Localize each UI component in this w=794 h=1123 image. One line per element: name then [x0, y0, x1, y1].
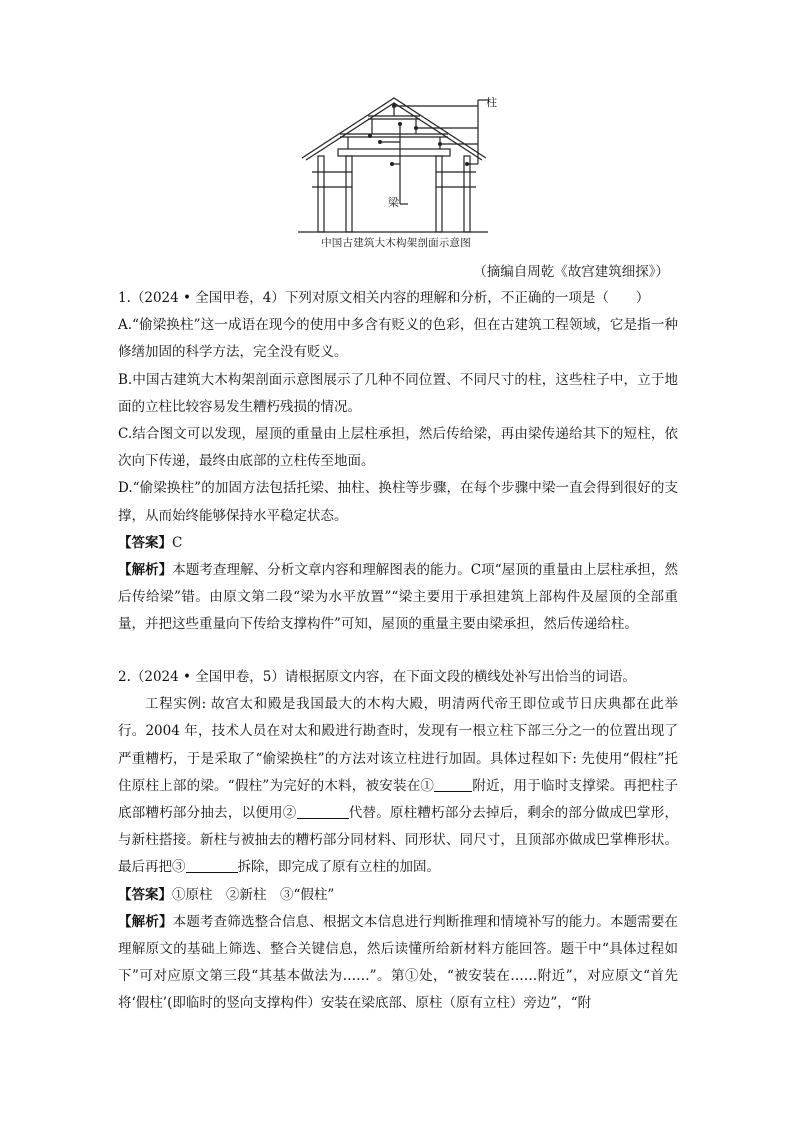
answer-value: ①原柱 ②新柱 ③“假柱”	[172, 886, 335, 903]
q1-option-b: B.中国古建筑大木构架剖面示意图展示了几种不同位置、不同尺寸的柱，这些柱子中，立于地面的立柱比较容易发生糟朽残损的情况。	[118, 371, 678, 415]
analysis-text: 本题考查理解、分析文章内容和理解图表的能力。C项“屋顶的重量由上层柱承担，然后传给梁”错。由原文第二段“梁为水平放置”“梁主要用于承担建筑上部构件及屋顶的全部重量，并把这些重量向下传给支撑构件”可知，屋顶的重量主要由梁承担，然后传递给柱。	[118, 562, 679, 633]
q2-answer	[118, 882, 678, 909]
passage-part-a: 工程实例: 故宫太和殿是我国最大的木构大殿，明清两代帝王即位或节日庆典都在此举行。2004 年，技术人员在对太和殿进行勘查时，发现有一根立柱下部三分之一的位置出现了严重糟朽，于是采取了“偷梁换柱”的方法对该立柱进行加固。具体过程如下: 先使用“假柱”托住原柱上部的梁。“假柱”为完好的木料，被安装在①	[118, 696, 678, 794]
passage-part-d: 拆除，即完成了原有立柱的加固。	[237, 859, 440, 876]
label-column: 柱	[486, 96, 497, 109]
q1-option-c: C.结合图文可以发现，屋顶的重量由上层柱承担，然后传给梁，再由梁传递给其下的短柱，依次向下传递，最终由底部的立柱传至地面。	[118, 426, 678, 470]
q1-option-d: D.“偷梁换柱”的加固方法包括托梁、抽柱、换柱等步骤，在每个步骤中梁一直会得到很好的支撑，从而始终能够保持水平稳定状态。	[118, 480, 678, 524]
answer-tag: 【答案】	[118, 534, 172, 551]
source-citation: （摘编自周乾《故宫建筑细探》）	[473, 264, 669, 280]
answer-value: C	[172, 534, 183, 551]
timber-frame-drawing	[296, 92, 506, 237]
passage-part-c: 代替。原柱糟朽部分去掉后，剩余的部分做成巴掌形，与新柱搭接。新柱与被抽去的糟朽部分同材料、同形状、同尺寸，且顶部亦做成巴掌榫形状。最后再把③	[118, 805, 679, 876]
figure-caption: 中国古建筑大木构架剖面示意图	[321, 237, 471, 249]
blank-1[interactable]	[434, 777, 472, 792]
q1-answer	[118, 530, 678, 557]
label-beam: 梁	[388, 196, 399, 209]
q2-analysis	[118, 909, 678, 1018]
question-1	[118, 285, 678, 639]
analysis-tag: 【解析】	[118, 913, 173, 930]
blank-3[interactable]	[186, 858, 238, 873]
blank-2[interactable]	[297, 804, 349, 819]
analysis-tag: 【解析】	[118, 562, 173, 579]
q1-stem: 1.（2024 • 全国甲卷，4）下列对原文相关内容的理解和分析，不正确的一项是（ ）	[118, 290, 650, 306]
q2-stem: 2.（2024 • 全国甲卷，5）请根据原文内容，在下面文段的横线处补写出恰当的词语。	[118, 669, 636, 685]
passage-part-b: 附近，用于临时支撑梁。再把柱子底部糟朽部分抽去，以便用②	[118, 777, 678, 822]
timber-frame-diagram	[296, 92, 506, 252]
q2-passage	[118, 691, 678, 881]
q1-option-a: A.“偷梁换柱”这一成语在现今的使用中多含有贬义的色彩，但在古建筑工程领域，它是指一种修缮加固的科学方法，完全没有贬义。	[118, 317, 678, 361]
answer-tag: 【答案】	[118, 886, 172, 903]
question-2	[118, 664, 678, 1018]
analysis-text: 本题考查筛选整合信息、根据文本信息进行判断推理和情境补写的能力。本题需要在理解原文的基础上筛选、整合关键信息，然后读懂所给新材料方能回答。题干中“具体过程如下”可对应原文第三段“其基本做法为……”。第①处，“被安装在……附近”，对应原文“首先将‘假柱’(即临时的竖向支撑构件）安装在梁底部、原柱（原有立柱）旁边”，“附	[118, 913, 679, 1012]
q1-analysis	[118, 557, 678, 639]
